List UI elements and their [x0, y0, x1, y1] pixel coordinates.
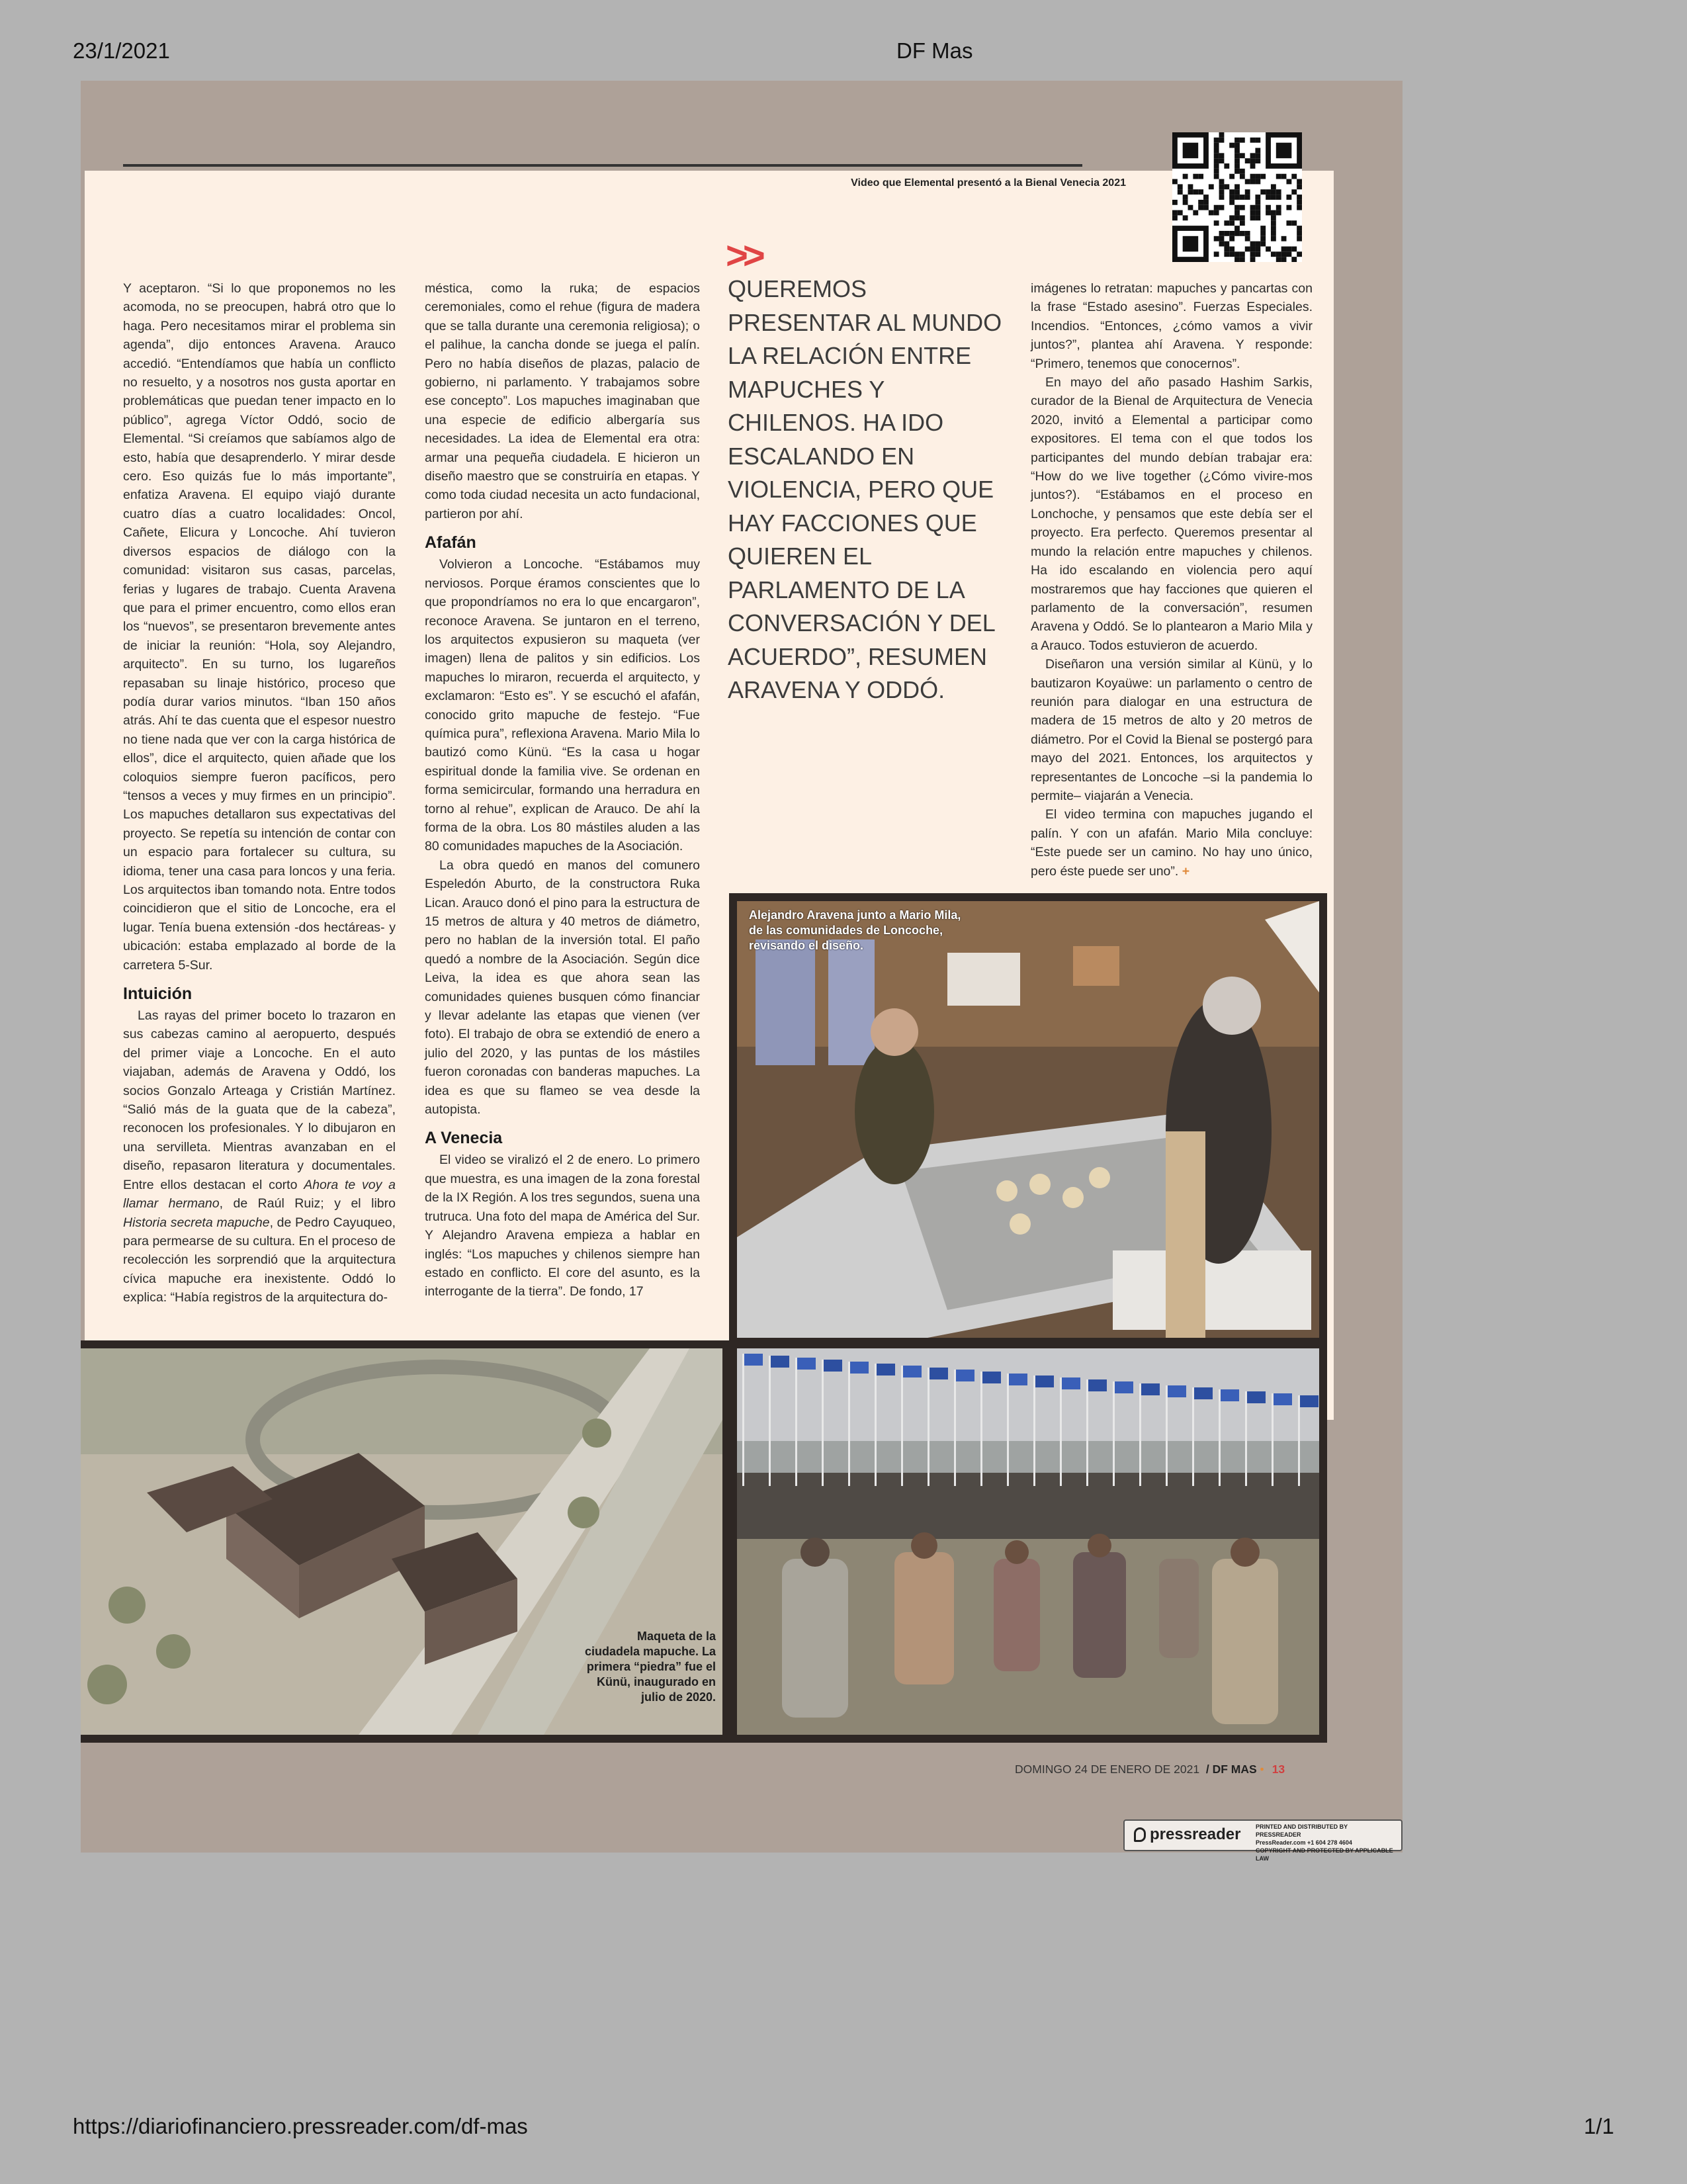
pull-quote: QUEREMOS PRESENTAR AL MUNDO LA RELACIÓN ENTRE MAPUCHES Y CHILENOS. HA IDO ESCALANDO EN VIOLENCIA, PERO QUE HAY FACCIONES QUE QUIEREN EL PARLAMENTO DE LA CONVERSACIÓN Y DEL ACUERDO”, RESUMEN ARAVENA Y ODDÓ.	[728, 275, 1002, 703]
qr-code-icon	[1172, 132, 1302, 262]
article-column-2	[425, 279, 700, 1301]
page-number: 13	[1272, 1763, 1285, 1776]
caption-model: Maqueta de la ciudadela mapuche. La primera “piedra” fue el Künü, inaugurado en julio de 2020.	[584, 1630, 716, 1704]
photo-gathering	[729, 1340, 1327, 1743]
pressreader-logo: pressreader	[1134, 1825, 1240, 1844]
article-column-1	[123, 279, 396, 1307]
paragraph: El video termina con mapuches jugando el palín. Y con un afafán. Mario Mila concluye: “Este puede ser un camino. No hay uno único, pero éste puede ser uno”. +	[1031, 807, 1313, 879]
paragraph: Las rayas del primer boceto lo trazaron en sus cabezas camino al aeropuerto, después del primer viaje a Loncoche. En el auto viajaban, además de Aravena y Oddó, los socios Gonzalo Arteaga y Cristián Martínez. “Salió más de la guata que de la cabeza”, reconocen los profesionales. Y lo dibujaron en una servilleta. Mientras avanzaban en el diseño, repasaron literatura y documentales. Entre ellos destacan el corto Ahora te voy a llamar hermano, de Raúl Ruiz; y el libro Historia secreta mapuche, de Pedro Cayuqueo, para permearse de su cultura. En el proceso de recolección les sorprendió que la arquitectura cívica mapuche era inexistente. Oddó lo explica: “Había registros de la arquitectura do-	[123, 1008, 396, 1305]
top-rule	[123, 164, 1082, 167]
paragraph: Diseñaron una versión similar al Künü, y lo bautizaron Koyaüwe: un parlamento o centro de reunión para dialogar en una estructura de madera de 15 metros de alto y 20 metros de diámetro. Por el Covid la Bienal se postergó para mayo del 2021. Entonces, los arquitectos y representantes de Loncoche –si la pandemia lo permite– viajarán a Venecia.	[1031, 657, 1313, 803]
quote-chevron-icon: >>	[726, 234, 760, 277]
photo-model	[81, 1340, 729, 1743]
newspaper-page	[81, 81, 1403, 1862]
paragraph: méstica, como la ruka; de espacios ceremoniales, como el rehue (figura de madera que se talla durante una ceremonia religiosa); o el palihue, la cancha donde se juega el palín. Pero no había diseños de plazas, palacio de gobierno, ni parlamento. Y trabajamos sobre ese concepto”. Los mapuches imaginaban que una especie de edificio albergaría sus necesidades. La idea de Elemental era otra: armar una pequeña ciudadela. E hicieron un diseño maestro que se construiría en etapas. Y como toda ciudad necesita un acto fundacional, partieron por ahí.	[425, 281, 700, 521]
subheading-venecia: A Venecia	[425, 1129, 503, 1148]
paragraph: El video se viralizó el 2 de enero. Lo primero que muestra, es una imagen de la zona forestal de la IX Región. A los tres segundos, suena una trutruca. Una foto del mapa de América del Sur. Y Alejandro Aravena empieza a hablar en inglés: “Los mapuches y chilenos siempre han estado en conflicto. El core del asunto, es la interrogante de la tierra”. De fondo, 17	[425, 1153, 700, 1299]
paragraph: Volvieron a Loncoche. “Estábamos muy nerviosos. Porque éramos conscientes que lo que propondríamos no era lo que encargaron”, reconoce Aravena. Se juntaron en el terreno, los arquitectos expusieron su maqueta (ver imagen) llena de palitos y sin edificios. Los mapuches lo miraron, recuerda el arquitecto, y exclamaron: “Esto es”. Y se escuchó el afafán, conocido grito mapuche de festejo. “Fue química pura”, reflexiona Aravena. Mario Mila lo bautizó como Künü. “Es la casa u hogar espiritual donde la familia vive. Se ordenan en forma semicircular, formando una herradura en torno al rehue”, explican de Arauco. De ahí la forma de la obra. Los 80 mástiles aluden a las 80 comunidades mapuches de la Asociación.	[425, 557, 700, 854]
caption-meeting: Alejandro Aravena junto a Mario Mila, de las comunidades de Loncoche, revisando el diseño.	[749, 908, 961, 952]
video-label: Video que Elemental presentó a la Bienal Venecia 2021	[851, 177, 1126, 189]
paragraph: imágenes lo retratan: mapuches y pancartas con la frase “Estado asesino”. Fuerzas Especiales. Incendios. “Entonces, ¿cómo vamos a vivir juntos?”, plantea ahí Aravena. Y responde: “Primero, tenemos que conocernos”.	[1031, 281, 1313, 371]
subheading-afafan: Afafán	[425, 533, 476, 552]
paragraph: Y aceptaron. “Si lo que proponemos no les acomoda, no se preocupen, habrá otro que lo haga. Pero necesitamos mirar el problema sin agenda”, dijo entonces Aravena. Arauco accedió. “Entendíamos que había un conflicto no resuelto, y a nosotros nos gusta aportar en problemáticas que puedan tener impacto en lo público”, agrega Víctor Oddó, socio de Elemental. “Si creíamos que sabíamos algo de esto, había que desaprenderlo. Y mirar desde cero. Eso quizás fue lo más importante”, enfatiza Aravena. El equipo viajó durante cuatro días a cuatro localidades: Oncol, Cañete, Elicura y Loncoche. Ahí tuvieron diversos espacios de diálogo con la comunidad: visitaron sus casas, parcelas, ferias y lugares de trabajo. Cuenta Aravena que para el primer encuentro, como ellos eran los “nuevos”, se presentaron brevemente antes de iniciar la reunión: “Hola, soy Alejandro, arquitecto”. En su turno, los lugareños repasaban su linaje histórico, proceso que podía durar varios minutos. “Iban 150 años atrás. Ahí te das cuenta que el espesor nuestro no tiene nada que ver con la carga histórica de ellos”, dice el arquitecto, quien añade que los coloquios siempre fueron pacíficos, pero “tensos a veces y muy firmes en un principio”. Los mapuches detallaron sus expectativas del proyecto. Se repetía su intención de contar con un espacio para fortalecer su cultura, su idioma, tener una casa para loncos y una feria. Los arquitectos iban tomando nota. Entre todos coincidieron que el sitio de Loncoche, era el lugar. Tenía buena extensión -dos hectáreas- y ubicación: estaba emplazado al borde de la carretera 5-Sur.	[123, 281, 396, 973]
print-title: DF Mas	[896, 38, 973, 63]
print-date: 23/1/2021	[73, 38, 170, 63]
end-mark: +	[1182, 863, 1190, 879]
photo-meeting	[729, 893, 1327, 1346]
page-dateline: DOMINGO 24 DE ENERO DE 2021 / DF MAS • 13	[1015, 1763, 1285, 1776]
print-url: https://diariofinanciero.pressreader.com/df-mas	[73, 2114, 528, 2138]
pressreader-logo-icon	[1134, 1827, 1146, 1842]
article-column-4	[1031, 279, 1313, 881]
print-page: 1/1	[1584, 2114, 1614, 2138]
subheading-intuicion: Intuición	[123, 984, 193, 1004]
pressreader-badge	[1123, 1819, 1403, 1862]
paragraph: En mayo del año pasado Hashim Sarkis, curador de la Bienal de Arquitectura de Venecia 2020, invitó a Elemental a participar como expositores. El tema con el que todos los participantes del mundo debían trabajar era: “How do we live together (¿Cómo vivire-mos juntos?). “Estábamos en el proceso en Lonchoche, y pensamos que este debía ser el proyecto. Era perfecto. Queremos presentar al mundo la relación entre mapuches y chilenos. Ha ido escalando en violencia pero aquí mostraremos que hay facciones que quieren el parlamento de la conversación”, resumen Aravena y Oddó. Se lo plantearon a Mario Mila y a Arauco. Todos estuvieron de acuerdo.	[1031, 375, 1313, 653]
paragraph: La obra quedó en manos del comunero Espeledón Aburto, de la constructora Ruka Lican. Arauco donó el pino para la estructura de 15 metros de altura y 40 metros de diámetro, pero no hablan de la inversión total. El paño quedó a nombre de la Asociación. Según dice Leiva, la idea es que ahora sean las comunidades quienes busquen cómo financiar y llevar adelante las etapas que vienen (ver foto). El trabajo de obra se extendió de enero a julio del 2020, y las puntas de los mástiles fueron coronadas con banderas mapuches. La idea es que su flameo se vea desde la autopista.	[425, 857, 700, 1117]
pressreader-notice: PRINTED AND DISTRIBUTED BY PRESSREADER PressReader.com +1 604 278 4604 COPYRIGHT AND PROTECTED BY APPLICABLE LAW	[1256, 1823, 1393, 1862]
